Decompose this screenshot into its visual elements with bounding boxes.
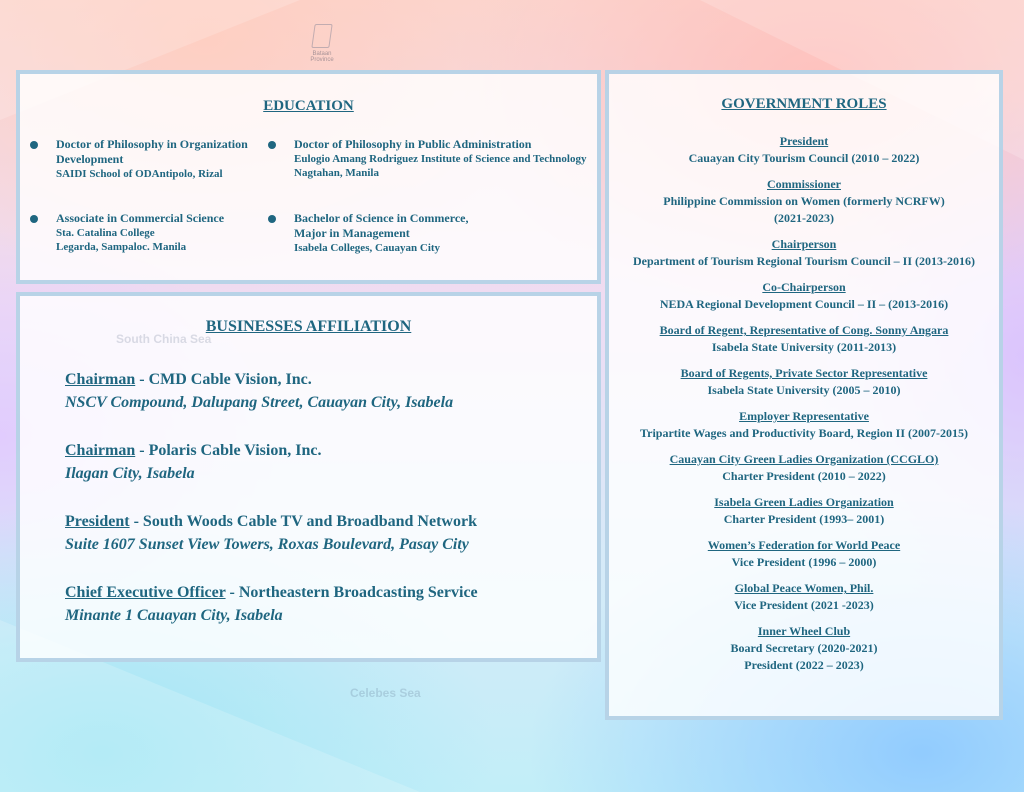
government-role: Women’s Federation for World Peace Vice President (1996 – 2000): [707, 538, 901, 569]
government-role: Board of Regent, Representative of Cong. Sonny Angara Isabela State University (2011-2013): [659, 323, 949, 354]
business-org: - Northeastern Broadcasting Service: [225, 584, 478, 601]
business-role: Chairman: [65, 371, 136, 388]
government-role: Isabela Green Ladies Organization Charter President (1993– 2001): [714, 495, 894, 526]
government-role: Inner Wheel Club Board Secretary (2020-2021) President (2022 – 2023): [730, 624, 878, 672]
business-item: [65, 510, 477, 556]
government-role: Global Peace Women, Phil. Vice President (2021 -2023): [734, 581, 874, 612]
business-role: Chairman: [65, 442, 136, 459]
bullet-icon: [268, 215, 276, 223]
education-item: Doctor of Philosophy in Organization Development SAIDI School of ODAntipolo, Rizal: [56, 137, 266, 181]
logo-caption: Bataan Province: [310, 51, 334, 63]
map-label-celebes: Celebes Sea: [350, 686, 421, 700]
map-label-south-china-sea: South China Sea: [116, 332, 212, 346]
business-role: President: [65, 513, 130, 530]
business-item: [65, 581, 478, 627]
government-role: President Cauayan City Tourism Council (2010 – 2022): [688, 134, 920, 165]
bullet-icon: [30, 141, 38, 149]
business-role: Chief Executive Officer: [65, 584, 226, 601]
education-item: Associate in Commercial Science Sta. Catalina College Legarda, Sampaloc. Manila: [56, 211, 276, 254]
government-heading: GOVERNMENT ROLES: [721, 96, 887, 112]
business-org: - South Woods Cable TV and Broadband Network: [129, 513, 477, 530]
business-address: Ilagan City, Isabela: [65, 465, 195, 482]
business-org: - Polaris Cable Vision, Inc.: [135, 442, 322, 459]
government-card: [605, 70, 1003, 720]
education-heading: EDUCATION: [263, 98, 354, 114]
government-role: Employer Representative Tripartite Wages and Productivity Board, Region II (2007-2015): [640, 409, 968, 440]
government-role: Co-Chairperson NEDA Regional Development Council – II – (2013-2016): [659, 280, 949, 311]
education-item: Bachelor of Science in Commerce, Major in Management Isabela Colleges, Cauayan City: [294, 211, 574, 255]
business-org: - CMD Cable Vision, Inc.: [135, 371, 312, 388]
bullet-icon: [268, 141, 276, 149]
education-item: Doctor of Philosophy in Public Administration Eulogio Amang Rodriguez Institute of Science and Technology Nagtahan, Manila: [294, 137, 594, 180]
business-address: NSCV Compound, Dalupang Street, Cauayan City, Isabela: [65, 394, 454, 411]
business-address: Minante 1 Cauayan City, Isabela: [65, 607, 283, 624]
government-role: Chairperson Department of Tourism Regional Tourism Council – II (2013-2016): [632, 237, 976, 268]
education-card: [16, 70, 601, 284]
business-item: [65, 368, 453, 414]
bullet-icon: [30, 215, 38, 223]
government-role: Cauayan City Green Ladies Organization (CCGLO) Charter President (2010 – 2022): [669, 452, 939, 483]
government-role: Board of Regents, Private Sector Representative Isabela State University (2005 – 2010): [680, 366, 928, 397]
province-logo: [300, 24, 344, 63]
business-item: [65, 439, 321, 485]
business-address: Suite 1607 Sunset View Towers, Roxas Boulevard, Pasay City: [65, 536, 469, 553]
government-role: Commissioner Philippine Commission on Women (formerly NCRFW) (2021-2023): [663, 177, 945, 225]
business-card: [16, 292, 601, 662]
business-heading: BUSINESSES AFFILIATION: [205, 318, 412, 335]
seal-icon: [311, 24, 332, 48]
